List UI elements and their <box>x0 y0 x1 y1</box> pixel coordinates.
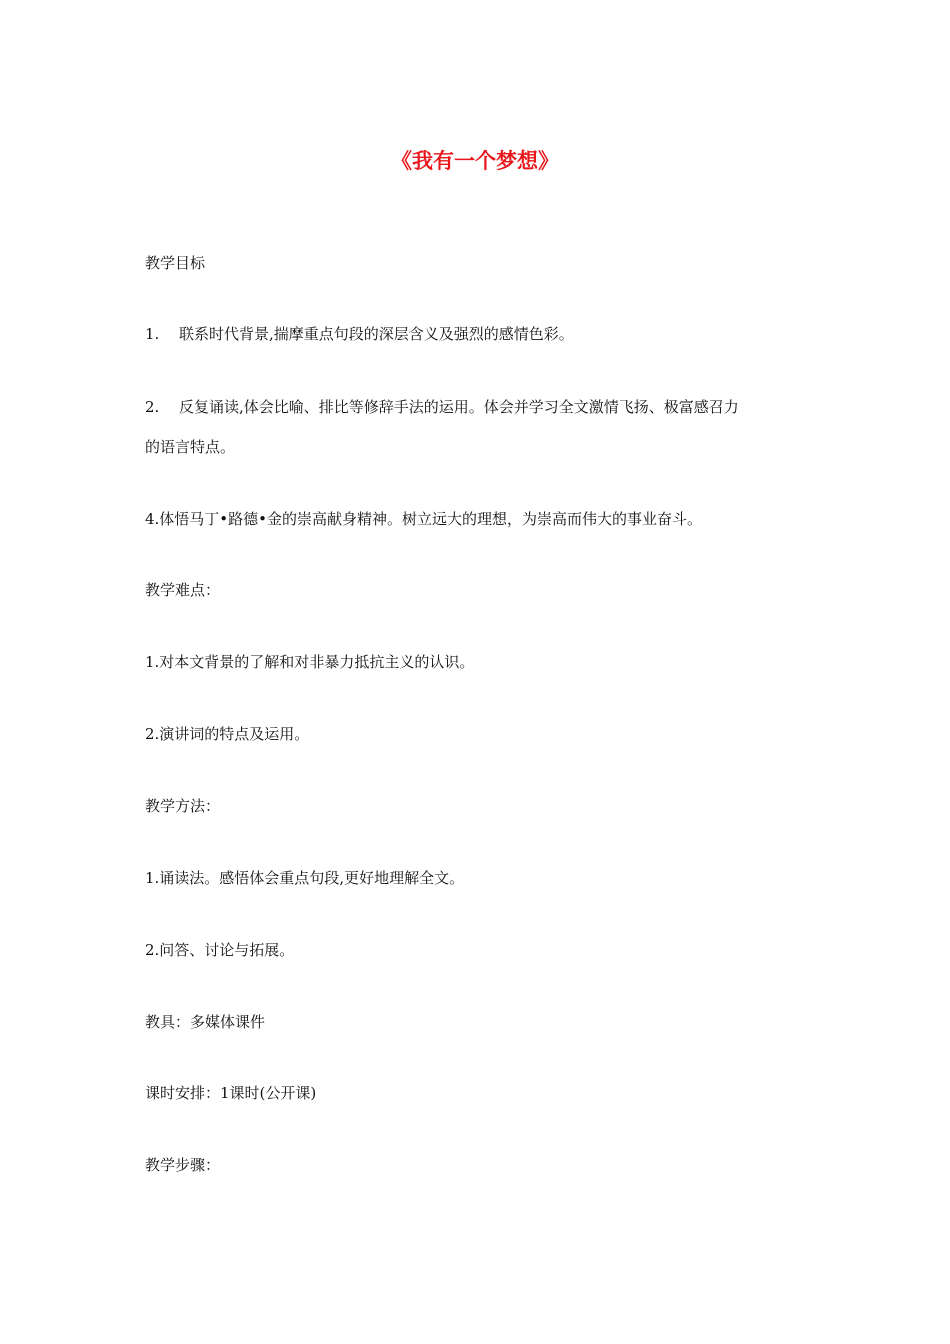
objectives-heading: 教学目标 <box>145 254 206 272</box>
objective-1 <box>145 323 574 345</box>
document-title: 《我有一个梦想》 <box>391 148 559 173</box>
objective-2-number: 2. <box>145 398 160 416</box>
difficulty-2: 2.演讲词的特点及运用。 <box>145 725 310 743</box>
difficulty-1: 1.对本文背景的了解和对非暴力抵抗主义的认识。 <box>145 653 475 671</box>
objective-2-text-line1: 反复诵读,体会比喻、排比等修辞手法的运用。体会并学习全文激情飞扬、极富感召力 <box>179 398 739 416</box>
methods-heading: 教学方法： <box>145 797 221 815</box>
class-schedule: 课时安排：1课时(公开课) <box>145 1084 317 1102</box>
objective-2-continuation: 的语言特点。 <box>145 438 236 456</box>
method-2: 2.问答、讨论与拓展。 <box>145 941 295 959</box>
objective-1-text: 联系时代背景,揣摩重点句段的深层含义及强烈的感情色彩。 <box>179 325 574 343</box>
method-1: 1.诵读法。感悟体会重点句段,更好地理解全文。 <box>145 869 465 887</box>
difficulties-heading: 教学难点： <box>145 581 221 599</box>
teaching-tools: 教具：多媒体课件 <box>145 1013 266 1031</box>
objective-2 <box>145 396 739 418</box>
objective-4: 4.体悟马丁•路德•金的崇高献身精神。树立远大的理想，为崇高而伟大的事业奋斗。 <box>145 510 703 528</box>
steps-heading: 教学步骤： <box>145 1156 221 1174</box>
objective-1-number: 1. <box>145 325 160 343</box>
